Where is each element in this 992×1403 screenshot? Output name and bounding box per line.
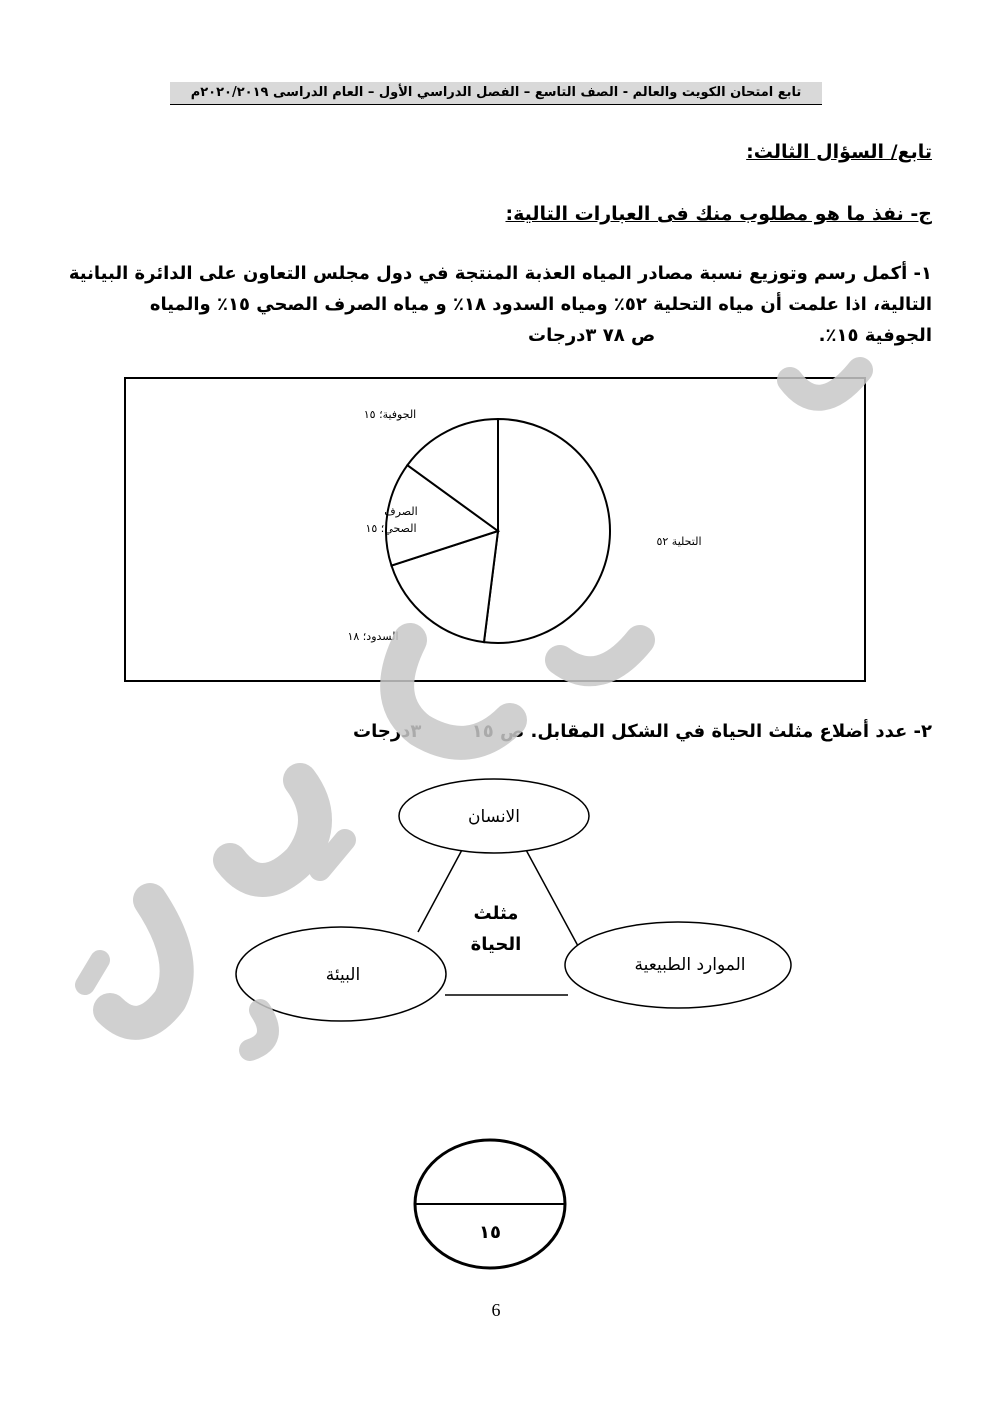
pie-label-sewage-line1: الصرف	[384, 505, 418, 518]
pie-label-sewage-line2: الصحي؛ ١٥	[365, 522, 417, 535]
triangle-center-line1: مثلث	[473, 903, 519, 924]
page-number: 6	[491, 1300, 501, 1320]
question1-line1: ١- أكمل رسم وتوزيع نسبة مصادر المياه العذبة المنتجة في دول مجلس التعاون على الدائرة البيانية	[68, 263, 932, 284]
grade-score: ١٥	[479, 1222, 501, 1243]
triangle-edge-left	[418, 848, 463, 932]
question2-text: ٢- عدد أضلاع مثلث الحياة في الشكل المقابل. ص ١٥	[471, 721, 932, 742]
triangle-center-line2: الحياة	[470, 934, 522, 955]
question1-line3: الجوفية ١٥٪.	[818, 325, 932, 346]
triangle-edge-right	[525, 848, 578, 946]
question2-grade: ٣درجات	[353, 721, 422, 742]
section-continuation-heading: تابع/ السؤال الثالث:	[746, 141, 932, 163]
exam-header: تابع امتحان الكويت والعالم - الصف التاسع – الفصل الدراسي الأول – العام الدراسى ٢٠٢٠/٢٠١٩م	[170, 82, 822, 105]
question1-line2: التالية، اذا علمت أن مياه التحلية ٥٢٪ ومياه السدود ١٨٪ و مياه الصرف الصحي ١٥٪ والمياه	[149, 294, 932, 315]
question1-reference: ص ٧٨ ٣درجات	[528, 325, 656, 346]
part-title: ج- نفذ ما هو مطلوب منك فى العبارات التالية:	[505, 203, 932, 225]
node-environment-label: البيئة	[325, 965, 361, 985]
pie-label-groundwater: الجوفية؛ ١٥	[363, 408, 417, 421]
node-human-label: الانسان	[468, 807, 520, 827]
node-natural-resources-label: الموارد الطبيعية	[634, 955, 746, 975]
pie-label-desalination: التحلية ٥٢	[656, 535, 702, 548]
pie-label-dams: السدود؛ ١٨	[347, 630, 399, 643]
